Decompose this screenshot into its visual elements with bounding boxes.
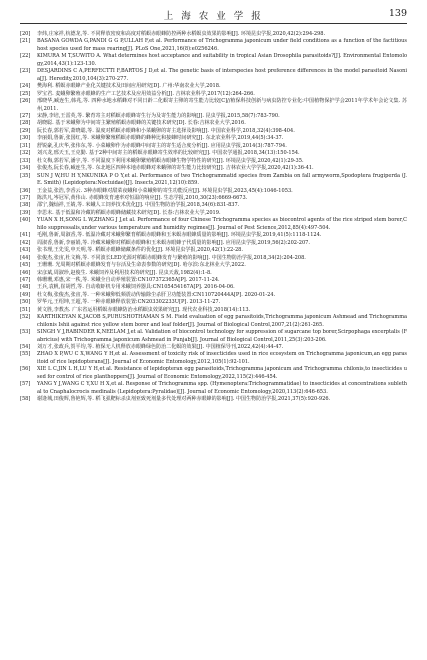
reference-text: 王珊珊. 光周期对稻螟赤眼蜂发育与存活及生命表参数的研究[D]. 哈尔滨:东北林业大学,2022. [37,262,246,269]
reference-text: KARTHIKEYAN K,JACOB S,PURUSHOTHAMAN S M. Field evaluation of egg parasitoids,Trichogramma japonicum Ashmead and Trichogramma chilonis Ishii against rice yellow stem borer and leaf folder[J]. Journal of Biological Control,2007,21(2):261-265. [37,314,407,328]
reference-entry [20,150,407,157]
reference-text: 刘万才,张政兵,贺平均,等. 植保无人机释放赤眼蜂绿色防治二化螟的效果[J]. 中国植保导刊,2022,42(4):44-47. [37,344,284,351]
reference-number: [43] [20,247,31,254]
reference-number: [29] [20,127,31,134]
reference-text: 张俊杰,阮长春,臧连生,等. 东北地区四种本地赤眼蜂对米蛾卵的寄生能力比较研究[J]. 吉林农业大学学报,2020,42(1):36-41. [37,165,314,172]
reference-number: [20] [20,31,31,37]
reference-number: [52] [20,314,31,321]
reference-entry [20,396,407,403]
reference-number: [28] [20,120,31,127]
reference-entry [20,232,407,239]
reference-number: [49] [20,291,31,298]
reference-number: [39] [20,209,31,216]
reference-number: [31] [20,142,31,149]
reference-entry [20,329,407,344]
reference-number: [21] [20,38,31,45]
reference-entry [20,381,407,396]
reference-entry [20,366,407,381]
reference-number: [35] [20,172,31,179]
reference-list [20,31,407,404]
reference-number: [55] [20,351,31,358]
reference-text: 张书理,王先雯,申天明,等. 稻螟赤眼蜂储藏条件的优化[J]. 环境昆虫学报,2020,42(1):22-28. [37,247,243,254]
reference-number: [50] [20,299,31,306]
reference-number: [25] [20,90,31,97]
reference-text: 李炜,庄家祥,杭德龙,等. 不同释放密度和高度对稻螟赤眼蜂防控两种水稻螟虫效果的影响[J]. 环境昆虫学报,2020,42(2):294-298. [37,31,326,37]
reference-text: 韩珊珊,邓惠,宋一秩,等. 米蛾全自动养殖装置:CN107372365A[P]. 2017-11-24. [37,276,220,283]
reference-text: XIE L C,JIN L H,LU Y H,et al. Resistance of lepidopteran egg parasitoids,Trichogramma japonicum and Trichogramma chilonis,to insecticides used for control of rice planthoppers[J]. Journal of Economic Entomology,2022,115(2):446-454. [37,366,407,380]
reference-text: 李思未. 基于低温和冷藏的稻螟赤眼蜂储藏技术研究[D]. 长春:吉林农业大学,2019. [37,209,221,216]
reference-number: [46] [20,269,31,276]
reference-text: 李丽娟,鲁新,张国红,等. 米蛾卵繁殖稻螟赤眼蜂的蜂种比和接蜂时间研究[J]. 东北农业科学,2019,44(5):34-37. [37,135,284,142]
reference-number: [42] [20,239,31,246]
reference-entry [20,165,407,172]
reference-number: [44] [20,254,31,261]
reference-number: [26] [20,98,31,105]
reference-number: [57] [20,381,31,388]
reference-entry [20,83,407,90]
reference-text: 黄文胜,李教杰. 广东省运用稻螟赤眼蜂防治水稻螟虫效果研究[J]. 现代农业科技,2018(14):113. [37,306,251,313]
reference-text: KIMURA M T,SUWITO A. What determines host acceptance and suitability in tropical Asian Drosophila parasitoids?[J]. Environmental Entomology,2014,43(1):123-130. [37,53,407,67]
reference-entry [20,247,407,254]
reference-number: [36] [20,187,31,194]
reference-entry [20,307,407,314]
reference-number: [41] [20,232,31,239]
reference-entry [20,53,407,68]
reference-text: 阮长春,郭若军,萧晓聪,等. 温度对稻螟赤眼蜂和小菜蛾卵的寄主选择及影响[J]. 中国农业科学,2018,32(4):398-404. [37,127,295,134]
reference-text: 宋静,李培,王雷英,等. 繁育寄主对稻螟赤眼蜂寄生行为及寄生能力的影响[J]. 昆虫学报,2015,58(7):783-790. [37,112,280,119]
reference-entry [20,210,407,217]
reference-text: 杜文梅,郭若军,潘宇,等. 不同温度下利用米蛾卵繁殖稻螟赤眼蜂生物学特性的研究[J]. 环境昆虫学报,2020,42(1):29-35. [37,157,304,164]
reference-number: [45] [20,262,31,269]
reference-number: [30] [20,135,31,142]
reference-number: [33] [20,157,31,164]
reference-entry [20,135,407,142]
reference-entry [20,31,407,38]
reference-number: [53] [20,329,31,336]
reference-number: [27] [20,112,31,119]
reference-entry [20,262,407,269]
reference-entry [20,351,407,366]
reference-text: 宋彦斌,周淑珍,赵俊生. 米蛾饲养及利用技术的研究[J]. 昆虫天敌,1982(4):1-8. [37,269,212,276]
reference-text: ZHAO X P,WU C X,WANG Y H,et al. Assessment of toxicity risk of insecticides used in rice ecosystem on Trichogramma japonicum,an egg parasitoid of rice lepidopterans[J]. Journal of Economic Entomology,2012,105(1):92-101. [37,351,407,365]
reference-number: [24] [20,83,31,90]
reference-entry [20,284,407,291]
reference-text: 周淑香,鲁新,李丽娟,等. 冷藏米蛾卵对稻螟赤眼蜂和玉米螟赤眼蜂子代质量的影响[J]. 应用昆虫学报,2019,56(2):202-207. [37,239,310,246]
reference-text: 邵宁,魏灿祥,王婧,等. 米蛾人工饲养技术优化[J]. 中国生物防治学报,2018,34(6):831-837. [37,202,240,209]
reference-number: [34] [20,165,31,172]
reference-entry [20,270,407,277]
reference-number: [23] [20,68,31,75]
reference-entry [20,314,407,329]
reference-entry [20,255,407,262]
reference-text: 邢晓华,臧连生,韩兆,等. 四种水地水稻蜂对不同日龄二化螟寄主卵的寄生能力比较[C]//植保科技创新与病虫防控专业化:中国植物保护学会2011年学术年会论文集. 苏州,2011. [37,98,407,112]
reference-entry [20,202,407,209]
reference-text: SUN J W,HU H Y,NKUNIKA P O Y,et al. Performance of two Trichogrammatid species from Zambia on fall armyworm,Spodoptera frugiperda (J. E. Smith) (Lepidoptera:Noctuidae)[J]. Insects,2021,12(10):859. [37,172,407,187]
reference-number: [51] [20,306,31,313]
reference-entry [20,217,407,232]
reference-number: [54] [20,344,31,351]
reference-text: 陈洪凡,岑冠军,黄伟山. 赤眼蜂发育速率对恒温的响应[J]. 生态学报,2010,30(23):6669-6673. [37,194,248,201]
reference-entry [20,68,407,83]
journal-title: 上 海 农 业 学 报 [163,11,264,22]
reference-entry [20,98,407,113]
reference-text: SINGH V J,RABINDER K,NEELAM J,et al. Validation of biocontrol technology for suppression of sugarcane top borer,Scirpophaga excerptalis (Fabricius) with Trichogramma japonicum Ashmead in Punjab[J]. Journal of Biological Control,2011,25(3):203-206. [37,329,407,343]
reference-entry [20,91,407,98]
reference-text: 张俊杰,张宙,杜文梅,等. 不同波长LED光源对稻螟赤眼蜂发育与繁殖的影响[J]. 中国生物防治学报,2018,34(2):204-208. [37,254,306,261]
reference-text: DESJARDINS C A,PERFECTTI F,BARTOS J D,et al. The genetic basis of interspecies host preference differences in the model parasitoid Nasonia[J]. Heredity,2010,104(3):270-277. [37,68,407,82]
reference-text: 罗华元,王绍坤,王超,等. 一种赤眼蜂释放装置:CN203302233U[P]. 2013-11-27. [37,299,221,306]
reference-entry [20,299,407,306]
reference-text: 舒锐豪,孔庆华,张伟东,等. 小菜蛾卵作为赤眼蜂中间寄主的寄生适合度分析[J]. 应用昆虫学报,2014(3):787-794. [37,142,287,149]
reference-text: 胡晓聪. 基于米蛾卵为中间寄主繁殖稻螟赤眼蜂的关键技术研究[D]. 长春:吉林农业大学,2016. [37,120,246,127]
reference-text: YUAN X H,SONG L W,ZHANG J J,et al. Performance of four Chinese Trichogramma species as biocontrol agents of the rice striped stem borer,Chilo suppressalis,under various temperature and humidity regimes[J]. Journal of Pest Science,2012,85(4):497-504. [37,217,407,231]
reference-text: 王兵,袁帆,崔胡哲,等. 自动收虾机专用米蛾饲养器具:CN105454167A[P]. 2016-04-06. [37,284,235,291]
reference-text: YANG Y J,WANG C Y,XU H X,et al. Response of Trichogramma spp. (Hymenoptera:Trichogrammatidae) to insecticides at concentrations sublethal to Cnaphalocrocis medinalis (Lepidoptera:Pyralidae)[J]. Journal of Economic Entomology,2020,113(2):646-653. [37,381,407,395]
reference-text: 谢逢城,田俊辉,鲁艳辉,等. 稻飞虱靶标杀虫剂亚致死剂量多代处理对两种赤眼蜂的影响[J]. 中国生物防治学报,2021,37(5):920-926. [37,396,331,403]
reference-number: [40] [20,217,31,224]
reference-text: 王金益,张浩,李香云. 3种赤眼蜂对甜菜夜蛾和小菜蛾卵的寄生功能反应[J]. 环境昆虫学报,2023,45(4):1046-1053. [37,187,293,194]
reference-entry [20,38,407,53]
reference-text: 樊海利. 稻螟赤眼蜂产业化关键技术及田间应用研究[D]. 广州:华南农业大学,2018. [37,83,221,90]
reference-number: [48] [20,284,31,291]
reference-number: [38] [20,202,31,209]
reference-text: 刘兴龙,邢天玉,王克勤. 基于2种中间寄主的稻螟赤眼蜂寄生效率的比较研究[J]. 中国农学通报,2018,34(13):150-154. [37,150,300,157]
reference-number: [56] [20,366,31,373]
reference-number: [37] [20,194,31,201]
running-header [20,6,407,24]
reference-entry [20,173,407,188]
reference-number: [58] [20,396,31,403]
page-number: 139 [388,8,407,19]
reference-entry [20,120,407,127]
reference-number: [47] [20,276,31,283]
reference-text: 罗宝君. 麦蛾卵繁殖赤眼蜂的生产工艺技术及应用效益分析[J]. 吉林农业科学,2017(12):264-266. [37,90,255,97]
reference-entry [20,188,407,195]
reference-number: [32] [20,150,31,157]
reference-text: BASANA GOWDA G,PANDI G G P,ULLAH F,et al. Performance of Trichogramma japonicum under field conditions as a function of the factitious host species used for mass rearing[J]. PLoS One,2021,16(8):e0256246. [37,38,407,52]
reference-text: 毛刚,鲁新,周淑香,等. 低温冷藏对米蛾卵繁育稻螟赤眼蜂和玉米螟赤眼蜂质量的影响[J]. 环境昆虫学报,2019,41(5):1118-1124. [37,232,322,239]
reference-entry [20,344,407,351]
reference-text: 杜文梅,张俊杰,张宙,等. 一种米蛾卵低频震动传输除尘杀肝卫功能装置:CN110720444A[P]. 2020-01-24. [37,291,276,298]
reference-number: [22] [20,53,31,60]
